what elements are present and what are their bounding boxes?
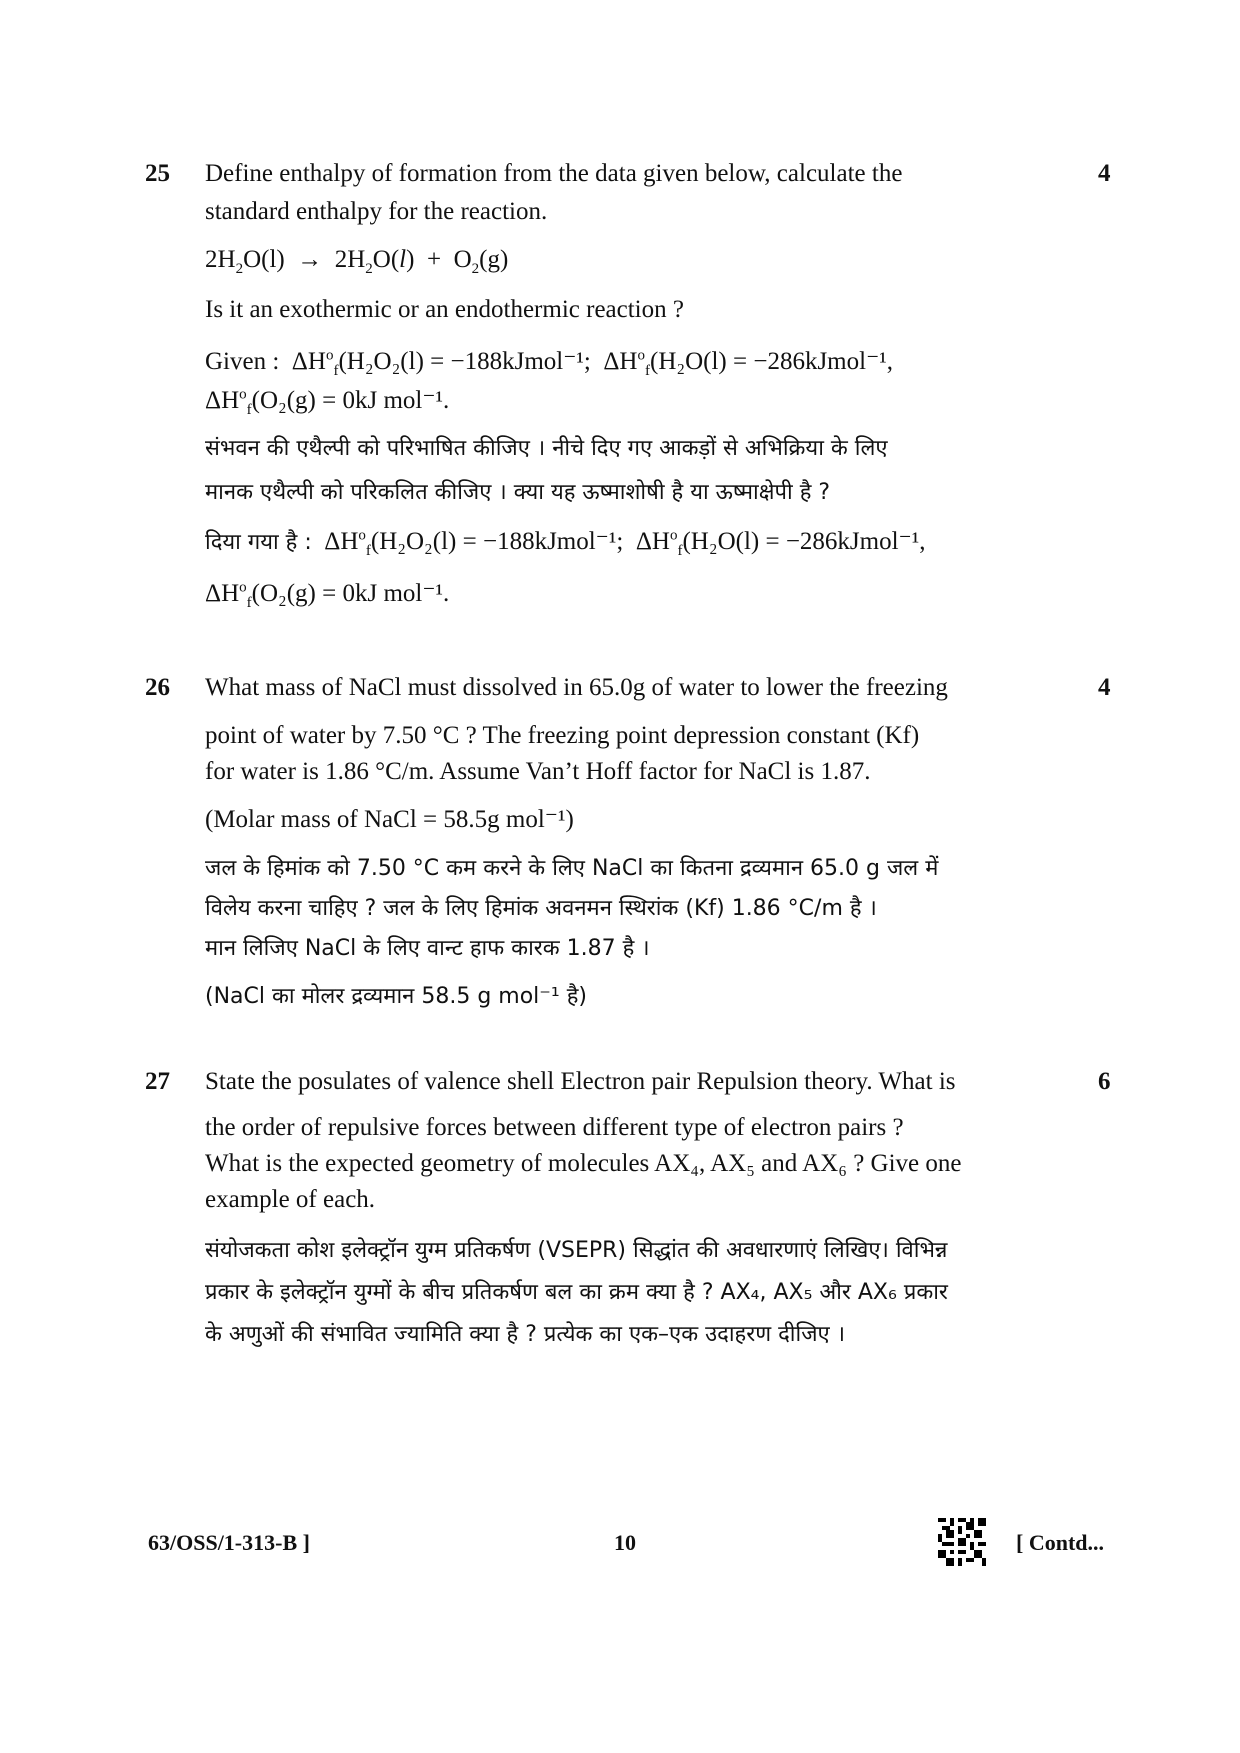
- q25-hindi-line1: संभवन की एथैल्पी को परिभाषित कीजिए । नीचे दिए गए आकड़ों से अभिक्रिया के लिए: [205, 436, 888, 461]
- q27-text-line2: the order of repulsive forces between different type of electron pairs ?: [205, 1114, 904, 1141]
- q26-hindi-line3: मान लिजिए NaCl के लिए वान्ट हाफ कारक 1.87 है ।: [205, 936, 650, 961]
- qr-code-icon: [938, 1518, 986, 1566]
- q25-text-line1: Define enthalpy of formation from the data given below, calculate the: [205, 160, 903, 187]
- q27-hindi-line3: के अणुओं की संभावित ज्यामिति क्या है ? प्रत्येक का एक–एक उदाहरण दीजिए ।: [205, 1322, 846, 1347]
- q26-hindi-line1: जल के हिमांक को 7.50 °C कम करने के लिए NaCl का कितना द्रव्यमान 65.0 g जल में: [205, 856, 939, 881]
- question-number-26: 26: [145, 674, 170, 701]
- q25-hindi-given-line1: दिया गया है : $\Delta H^o_f(H_2O_2(l)$ = −188kJmol⁻¹; $\Delta H^o_f(H_2O(l)$ = −286kJmol⁻¹,: [205, 527, 926, 559]
- paper-code: 63/OSS/1-313-B ]: [148, 1530, 310, 1555]
- q27-text-line3: What is the expected geometry of molecules AX₄, AX₅ and AX₆ ? Give one: [205, 1150, 962, 1177]
- q26-text-line1: What mass of NaCl must dissolved in 65.0g of water to lower the freezing: [205, 674, 948, 701]
- q25-hindi-given-line2: $\Delta H^o_f(O_2(g) = 0kJ$ mol⁻¹.: [205, 579, 450, 611]
- page-number: 10: [614, 1530, 636, 1555]
- continued-label: [ Contd...: [1016, 1530, 1105, 1555]
- marks-25: 4: [1098, 160, 1111, 187]
- q27-text-line4: example of each.: [205, 1186, 376, 1213]
- q25-given-line2: $\Delta H^o_f(O_2(g) = 0kJ$ mol⁻¹.: [205, 386, 450, 418]
- q25-given-line1: Given : $\Delta H^o_f(H_2O_2(l)$ = −188kJmol⁻¹; $\Delta H^o_f(H_2O(l)$ = −286kJmol⁻¹,: [205, 347, 894, 379]
- q26-text-line2: point of water by 7.50 °C ? The freezing point depression constant (Kf): [205, 722, 920, 749]
- q26-hindi-line4: (NaCl का मोलर द्रव्यमान 58.5 g mol⁻¹ है): [205, 984, 587, 1009]
- q25-question: Is it an exothermic or an endothermic reaction ?: [205, 296, 684, 323]
- q25-text-line2: standard enthalpy for the reaction.: [205, 198, 548, 225]
- marks-27: 6: [1098, 1068, 1111, 1095]
- q27-hindi-line2: प्रकार के इलेक्ट्रॉन युग्मों के बीच प्रतिकर्षण बल का क्रम क्या है ? AX₄, AX₅ और AX₆ प्रकार: [205, 1280, 948, 1305]
- marks-26: 4: [1098, 674, 1111, 701]
- q26-text-line3: for water is 1.86 °C/m. Assume Van’t Hoff factor for NaCl is 1.87.: [205, 758, 871, 785]
- q27-hindi-line1: संयोजकता कोश इलेक्ट्रॉन युग्म प्रतिकर्षण (VSEPR) सिद्धांत की अवधारणाएं लिखिए। विभिन्न: [205, 1238, 948, 1263]
- question-number-27: 27: [145, 1068, 170, 1095]
- q25-reaction-equation: $2H_2O(l) \to 2H_2O(l) + O_2(g)$: [205, 246, 509, 277]
- q27-text-line1: State the posulates of valence shell Electron pair Repulsion theory. What is: [205, 1068, 956, 1095]
- q25-hindi-line2: मानक एथैल्पी को परिकलित कीजिए । क्या यह ऊष्माशोषी है या ऊष्माक्षेपी है ?: [205, 480, 831, 505]
- q26-text-line4: (Molar mass of NaCl = 58.5g mol⁻¹): [205, 806, 574, 833]
- question-number-25: 25: [145, 160, 170, 187]
- q26-hindi-line2: विलेय करना चाहिए ? जल के लिए हिमांक अवनमन स्थिरांक (Kf) 1.86 °C/m है ।: [205, 896, 877, 921]
